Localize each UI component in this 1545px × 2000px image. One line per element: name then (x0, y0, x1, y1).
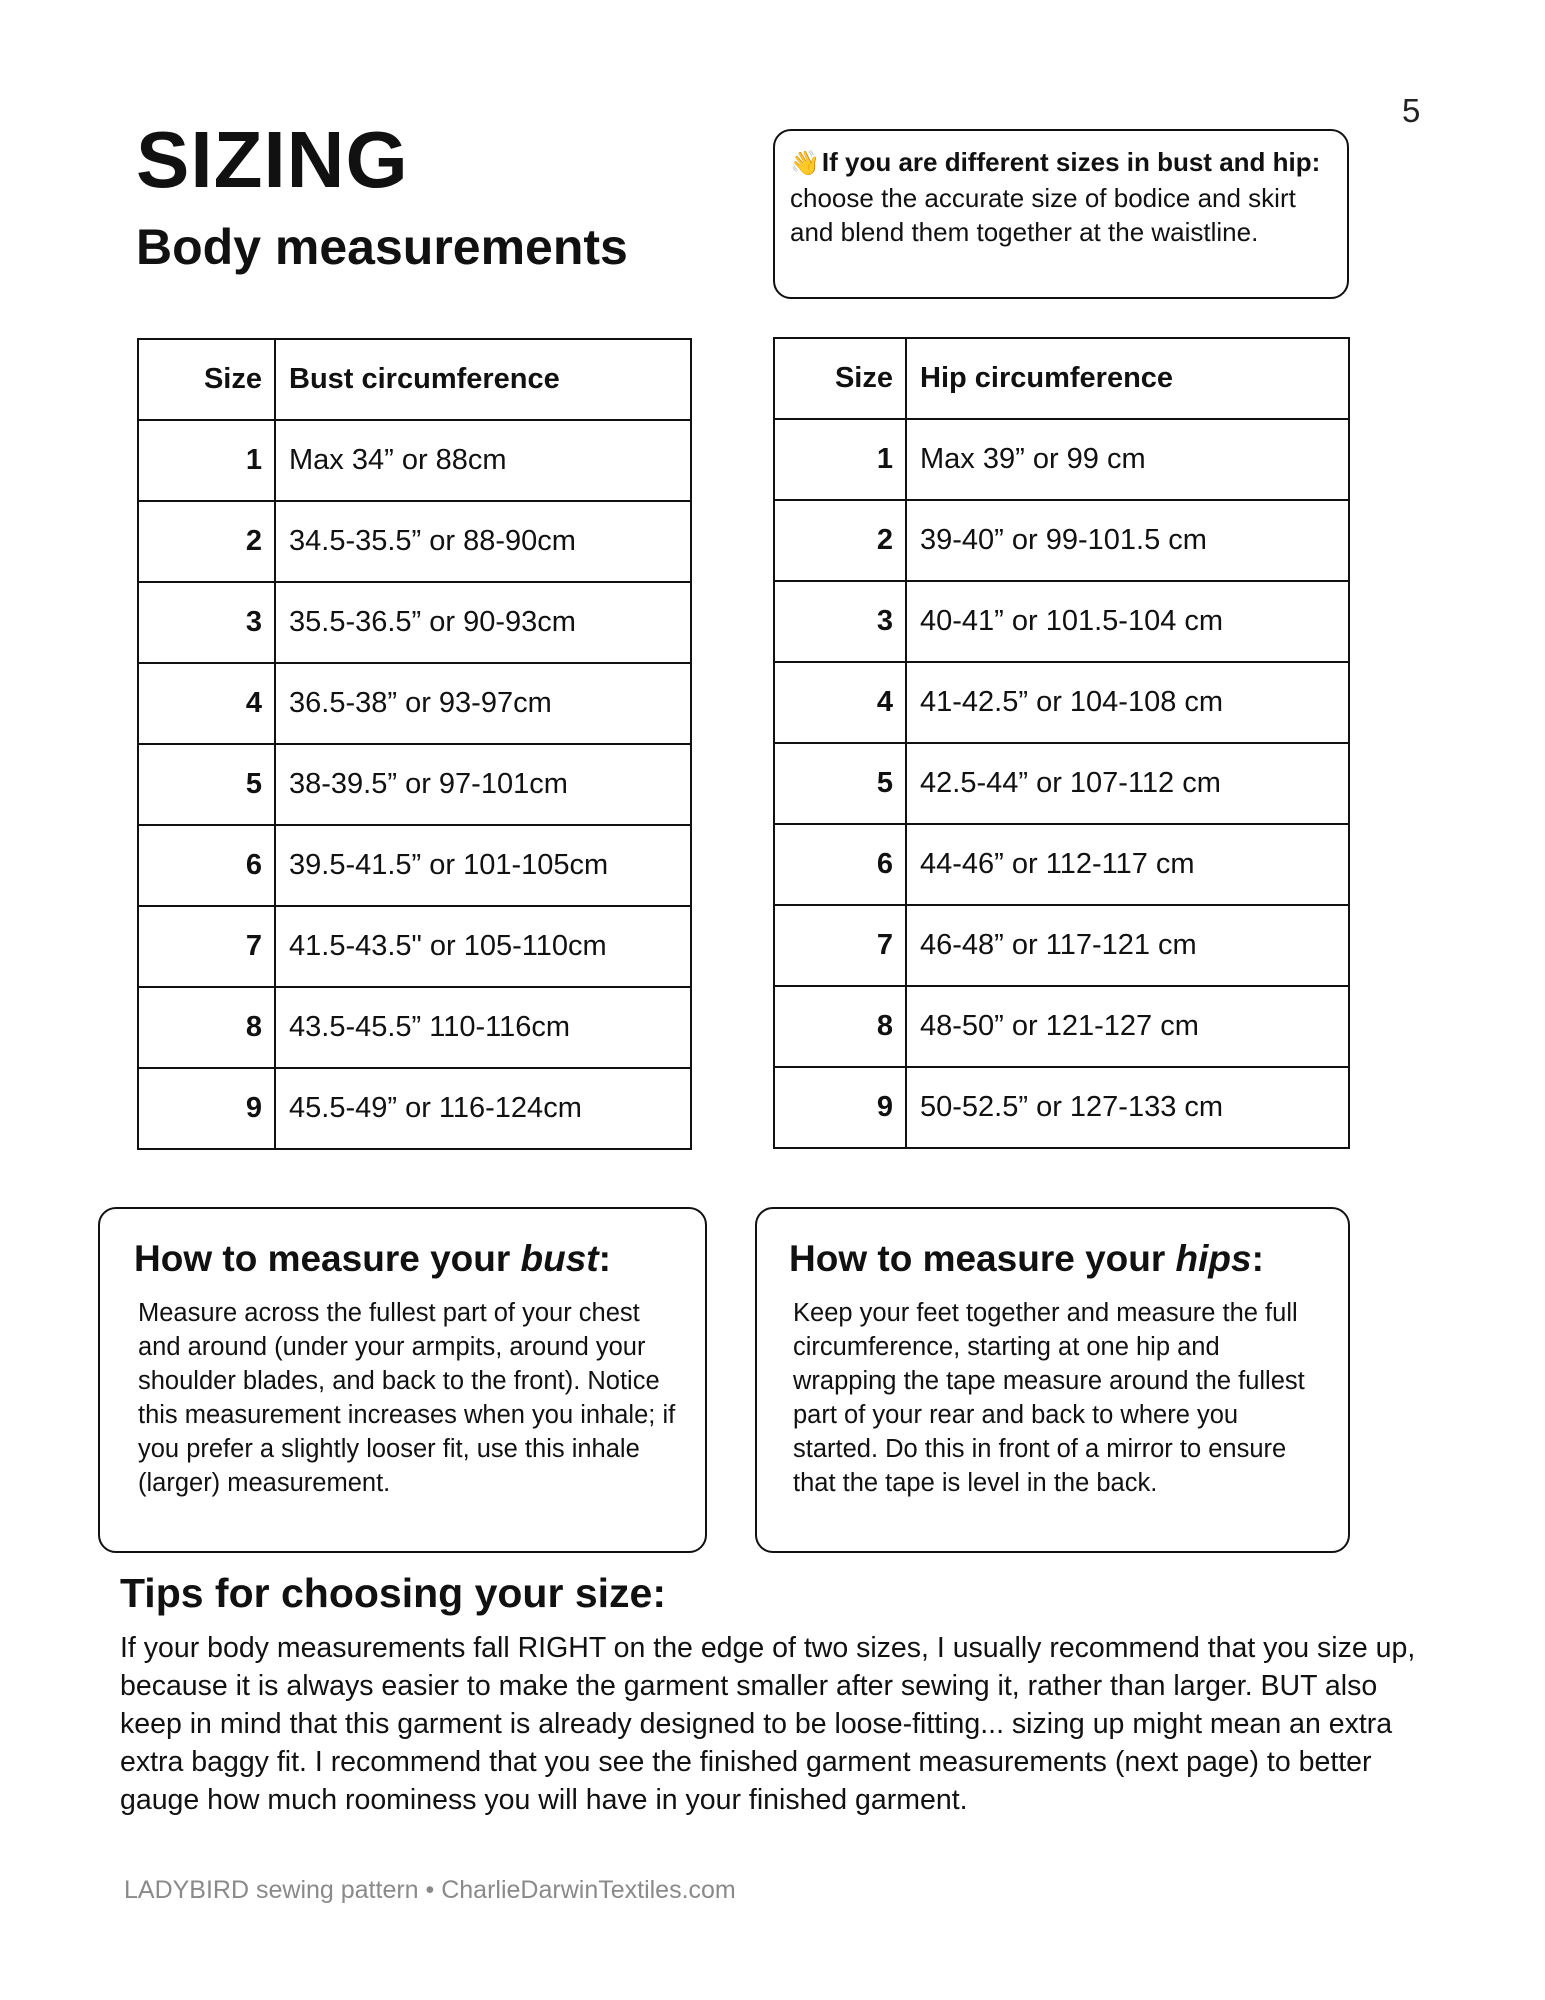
bust-howto-title (134, 1239, 679, 1280)
hip-value-cell: 46-48” or 117-121 cm (906, 905, 1349, 986)
table-row (774, 1067, 1349, 1148)
size-cell: 3 (138, 582, 275, 663)
table-row (774, 419, 1349, 500)
waving-hand-icon: 👋 (790, 150, 820, 177)
hip-howto-text: Keep your feet together and measure the full circumference, starting at one hip and wrapping the tape measure around the fullest part of your rear and back to where you started. Do this in front of a mirror to ensure that the tape is level in the back. (793, 1298, 1305, 1497)
table-row (774, 662, 1349, 743)
hip-howto-title (789, 1239, 1322, 1280)
hip-value-cell: 48-50” or 121-127 cm (906, 986, 1349, 1067)
size-header: Size (774, 338, 906, 419)
bust-value-cell: 43.5-45.5” 110-116cm (275, 987, 691, 1068)
howto-title-emphasis: bust (520, 1238, 599, 1279)
bust-value-cell: 39.5-41.5” or 101-105cm (275, 825, 691, 906)
bust-howto-box (98, 1207, 707, 1553)
howto-title-prefix: How to measure your (134, 1238, 521, 1279)
table-row (774, 986, 1349, 1067)
howto-title-prefix: How to measure your (789, 1238, 1176, 1279)
howto-title-suffix: : (598, 1238, 611, 1279)
size-cell: 8 (138, 987, 275, 1068)
table-row (138, 825, 691, 906)
size-header: Size (138, 339, 275, 420)
howto-title-emphasis: hips (1175, 1238, 1252, 1279)
table-row (138, 987, 691, 1068)
page-number: 5 (1402, 92, 1421, 129)
table-header-row (138, 339, 691, 420)
bust-howto-text: Measure across the fullest part of your chest and around (under your armpits, around your shoulder blades, and back to the front). Notice this measurement increases when you inhale; if you prefer a slightly looser fit, use this inhale (larger) measurement. (138, 1298, 676, 1497)
table-row (138, 744, 691, 825)
hip-value-cell: 41-42.5” or 104-108 cm (906, 662, 1349, 743)
bust-value-cell: 35.5-36.5” or 90-93cm (275, 582, 691, 663)
page-title: SIZING (136, 115, 409, 204)
size-cell: 2 (138, 501, 275, 582)
size-cell: 6 (774, 824, 906, 905)
hip-value-cell: 44-46” or 112-117 cm (906, 824, 1349, 905)
footer-credit: LADYBIRD sewing pattern • CharlieDarwinTextiles.com (124, 1876, 736, 1904)
note-text: choose the accurate size of bodice and skirt and blend them together at the waistline. (790, 183, 1296, 247)
table-row (138, 582, 691, 663)
size-cell: 7 (774, 905, 906, 986)
page-subtitle: Body measurements (136, 219, 628, 275)
hip-value-cell: 42.5-44” or 107-112 cm (906, 743, 1349, 824)
size-cell: 4 (138, 663, 275, 744)
table-row (138, 1068, 691, 1149)
table-row (138, 501, 691, 582)
size-cell: 8 (774, 986, 906, 1067)
size-cell: 9 (774, 1067, 906, 1148)
size-cell: 4 (774, 662, 906, 743)
size-cell: 1 (138, 420, 275, 501)
table-row (774, 500, 1349, 581)
hip-value-cell: 50-52.5” or 127-133 cm (906, 1067, 1349, 1148)
table-header-row (774, 338, 1349, 419)
bust-value-cell: 45.5-49” or 116-124cm (275, 1068, 691, 1149)
hip-howto-box (755, 1207, 1350, 1553)
size-cell: 2 (774, 500, 906, 581)
hip-value-cell: Max 39” or 99 cm (906, 419, 1349, 500)
bust-value-cell: 41.5-43.5" or 105-110cm (275, 906, 691, 987)
tips-title: Tips for choosing your size: (120, 1570, 666, 1616)
hip-value-cell: 40-41” or 101.5-104 cm (906, 581, 1349, 662)
table-row (138, 663, 691, 744)
table-row (138, 906, 691, 987)
size-cell: 5 (774, 743, 906, 824)
hip-size-table (773, 337, 1350, 1149)
bust-value-cell: Max 34” or 88cm (275, 420, 691, 501)
size-cell: 1 (774, 419, 906, 500)
tips-text: If your body measurements fall RIGHT on the edge of two sizes, I usually recommend that you size up, because it is always easier to make the garment smaller after sewing it, rather than larger. BUT also keep in mind that this garment is already designed to be loose-fitting... sizing up might mean an extra extra baggy fit. I recommend that you see the finished garment measurements (next page) to better gauge how much roominess you will have in your finished garment. (120, 1632, 1416, 1816)
size-cell: 9 (138, 1068, 275, 1149)
table-row (774, 905, 1349, 986)
hip-header: Hip circumference (906, 338, 1349, 419)
size-cell: 6 (138, 825, 275, 906)
table-row (774, 824, 1349, 905)
howto-title-suffix: : (1251, 1238, 1264, 1279)
bust-value-cell: 36.5-38” or 93-97cm (275, 663, 691, 744)
bust-value-cell: 34.5-35.5” or 88-90cm (275, 501, 691, 582)
size-cell: 5 (138, 744, 275, 825)
table-row (774, 743, 1349, 824)
bust-size-table (137, 338, 692, 1150)
hip-value-cell: 39-40” or 99-101.5 cm (906, 500, 1349, 581)
table-row (774, 581, 1349, 662)
bust-header: Bust circumference (275, 339, 691, 420)
note-heading: If you are different sizes in bust and hip: (821, 147, 1321, 177)
table-row (138, 420, 691, 501)
bust-value-cell: 38-39.5” or 97-101cm (275, 744, 691, 825)
size-cell: 7 (138, 906, 275, 987)
size-blend-note (773, 129, 1349, 299)
size-cell: 3 (774, 581, 906, 662)
